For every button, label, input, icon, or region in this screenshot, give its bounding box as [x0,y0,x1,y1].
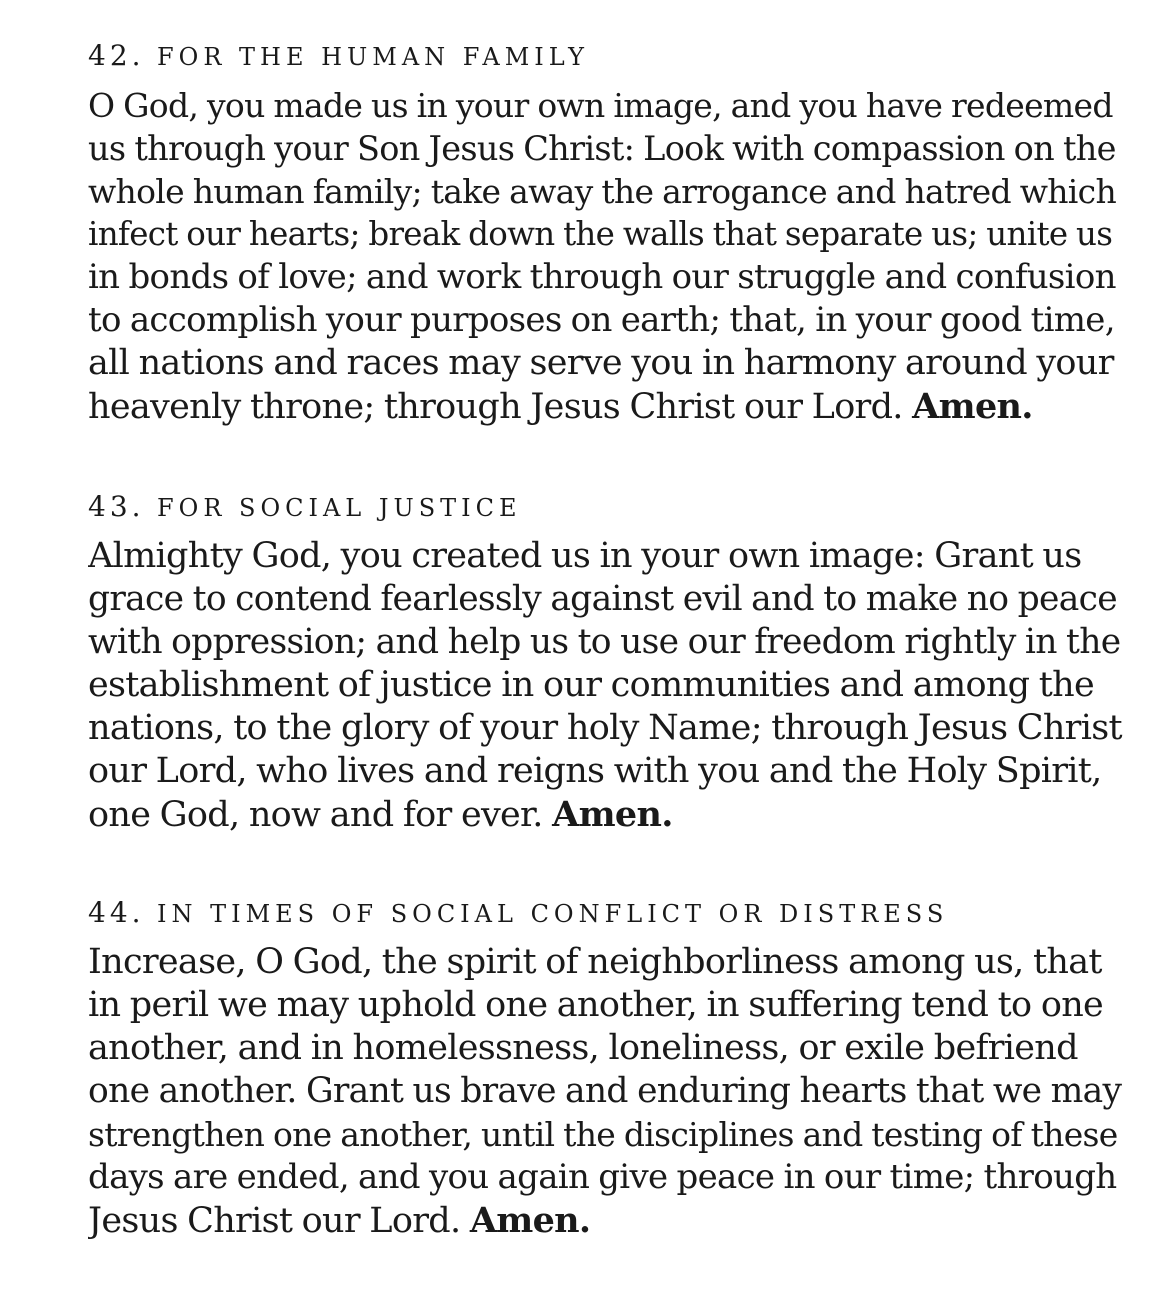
prayer-line: all nations and races may serve you in harmony around your [88,343,1114,383]
prayer-line: days are ended, and you again give peace in our time; through [88,1157,1117,1197]
prayer-line: O God, you made us in your own image, and you have redeemed [88,86,1113,125]
prayer-number: 44. [88,896,145,929]
prayer-line: with oppression; and help us to use our freedom rightly in the [88,622,1121,662]
amen-response: Amen. [912,386,1033,427]
prayer-number: 43. [88,490,145,523]
prayer-line-text: one God, now and for ever. [88,795,543,835]
amen-response: Amen. [552,794,673,835]
prayer-line: us through your Son Jesus Christ: Look with compassion on the [88,129,1116,168]
prayer-line: Increase, O God, the spirit of neighborliness among us, that [88,942,1102,982]
prayer-line: to accomplish your purposes on earth; that, in your good time, [88,300,1115,340]
prayer-body [88,84,1128,428]
amen-response: Amen. [469,1200,591,1241]
prayer-title: FOR SOCIAL JUSTICE [156,494,522,522]
prayer-line: Almighty God, you created us in your own image: Grant us [88,536,1082,576]
prayer-heading [88,487,1128,527]
prayer-line: one another. Grant us brave and enduring hearts that we may [88,1071,1122,1111]
prayer-line: our Lord, who lives and reigns with you and the Holy Spirit, [88,751,1102,791]
prayer-line: establishment of justice in our communities and among the [88,665,1095,705]
prayer-body [88,535,1128,836]
prayer-title: FOR THE HUMAN FAMILY [156,43,589,71]
prayer-line: grace to contend fearlessly against evil and to make no peace [88,579,1117,619]
prayer-line: in peril we may uphold one another, in suffering tend to one [88,985,1104,1025]
prayer-number: 42. [88,39,145,72]
prayer-line-text: heavenly throne; through Jesus Christ our Lord. [88,387,903,427]
prayer-42 [88,36,1128,428]
prayer-line-text: Jesus Christ our Lord. [88,1201,461,1241]
prayer-line: infect our hearts; break down the walls that separate us; unite us [88,215,1113,253]
prayer-title: IN TIMES OF SOCIAL CONFLICT OR DISTRESS [156,900,949,928]
prayer-line: in bonds of love; and work through our struggle and confusion [88,257,1116,297]
prayer-43 [88,487,1128,836]
prayer-last-line [88,1199,1128,1242]
prayer-last-line [88,793,1128,836]
prayer-line: whole human family; take away the arrogance and hatred which [88,172,1116,211]
prayer-body [88,941,1128,1242]
prayer-last-line [88,385,1128,428]
prayer-line: nations, to the glory of your holy Name; through Jesus Christ [88,708,1122,748]
prayer-44 [88,893,1128,1242]
prayer-heading [88,36,1128,76]
prayer-heading [88,893,1128,933]
prayer-line: strengthen one another, until the disciplines and testing of these [88,1115,1118,1154]
prayer-line: another, and in homelessness, loneliness, or exile befriend [88,1028,1078,1068]
